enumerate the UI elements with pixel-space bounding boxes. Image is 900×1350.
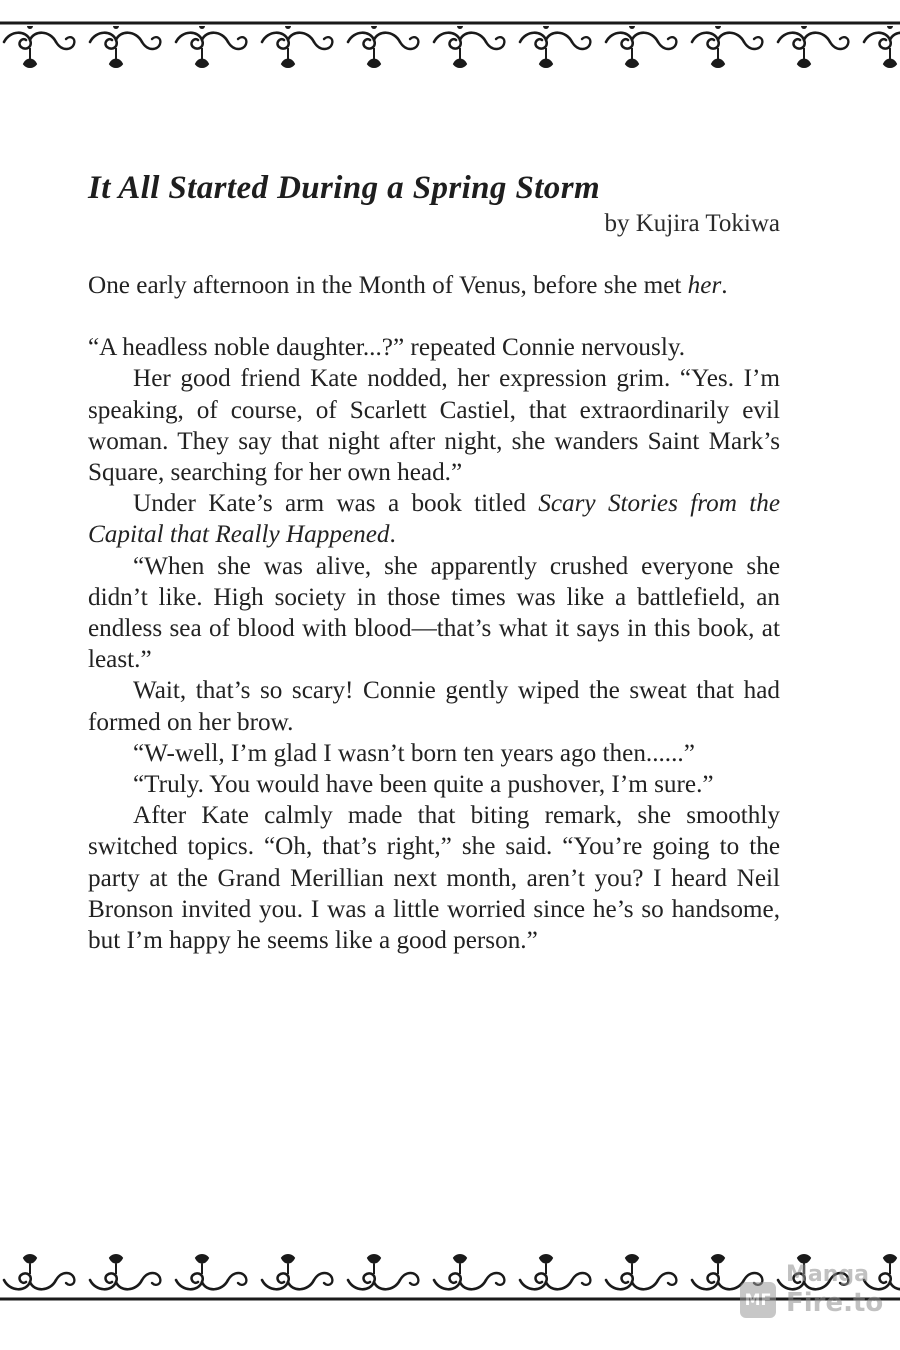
site-watermark (740, 1262, 890, 1322)
paragraph-punctuation: . (389, 521, 396, 549)
paragraph-connie-scared: Wait, that’s so scary! Connie gently wiped the sweat that had formed on her brow. (88, 677, 780, 736)
story-title: It All Started During a Spring Storm (88, 170, 601, 206)
paragraph-book-title (88, 488, 780, 550)
paragraph-topic-switch: After Kate calmly made that biting remark, she smoothly switched topics. “Oh, that’s right,” she said. “You’re going to the party at the Grand Merillian next month, aren’t you? I heard Neil Bronson invited you. I was a little worried since he’s so handsome, but I’m happy he seems like a good person.” (88, 802, 780, 955)
paragraph-kate-reply: “Truly. You would have been quite a pushover, I’m sure.” (133, 771, 714, 799)
paragraph-kate-continues: “When she was alive, she apparently crushed everyone she didn’t like. High society in those times was like a battlefield, an endless sea of blood with blood—that’s what it says in this book, at least.” (88, 552, 780, 674)
paragraph-connie-reply: “W-well, I’m glad I wasn’t born ten years ago then......” (133, 739, 695, 767)
paragraph-text: Under Kate’s arm was a book titled (133, 490, 539, 518)
book-title-italic: Scary Stories from the Capital that Really Happened (88, 490, 780, 549)
watermark-line-2: Fire.to (786, 1288, 884, 1318)
story-body (88, 270, 780, 956)
watermark-logo-icon: MF (740, 1282, 776, 1318)
emphasis-text: her (687, 272, 722, 299)
paragraph-text: One early afternoon in the Month of Venus, before she met (88, 272, 688, 299)
paragraph-opening (88, 270, 780, 301)
paragraph-kate-explains: Her good friend Kate nodded, her expression grim. “Yes. I’m speaking, of course, of Scarlett Castiel, that extraordinarily evil woman. They say that night after night, she wanders Saint Mark’s Square, searching for her own head.” (88, 365, 780, 487)
paragraph-dialogue-1: “A headless noble daughter...?” repeated Connie nervously. (88, 334, 686, 362)
paragraph-punctuation: . (721, 272, 728, 299)
author-byline: by Kujira Tokiwa (604, 210, 780, 237)
watermark-line-1: Manga (786, 1262, 869, 1287)
ornamental-border-top (0, 20, 900, 72)
